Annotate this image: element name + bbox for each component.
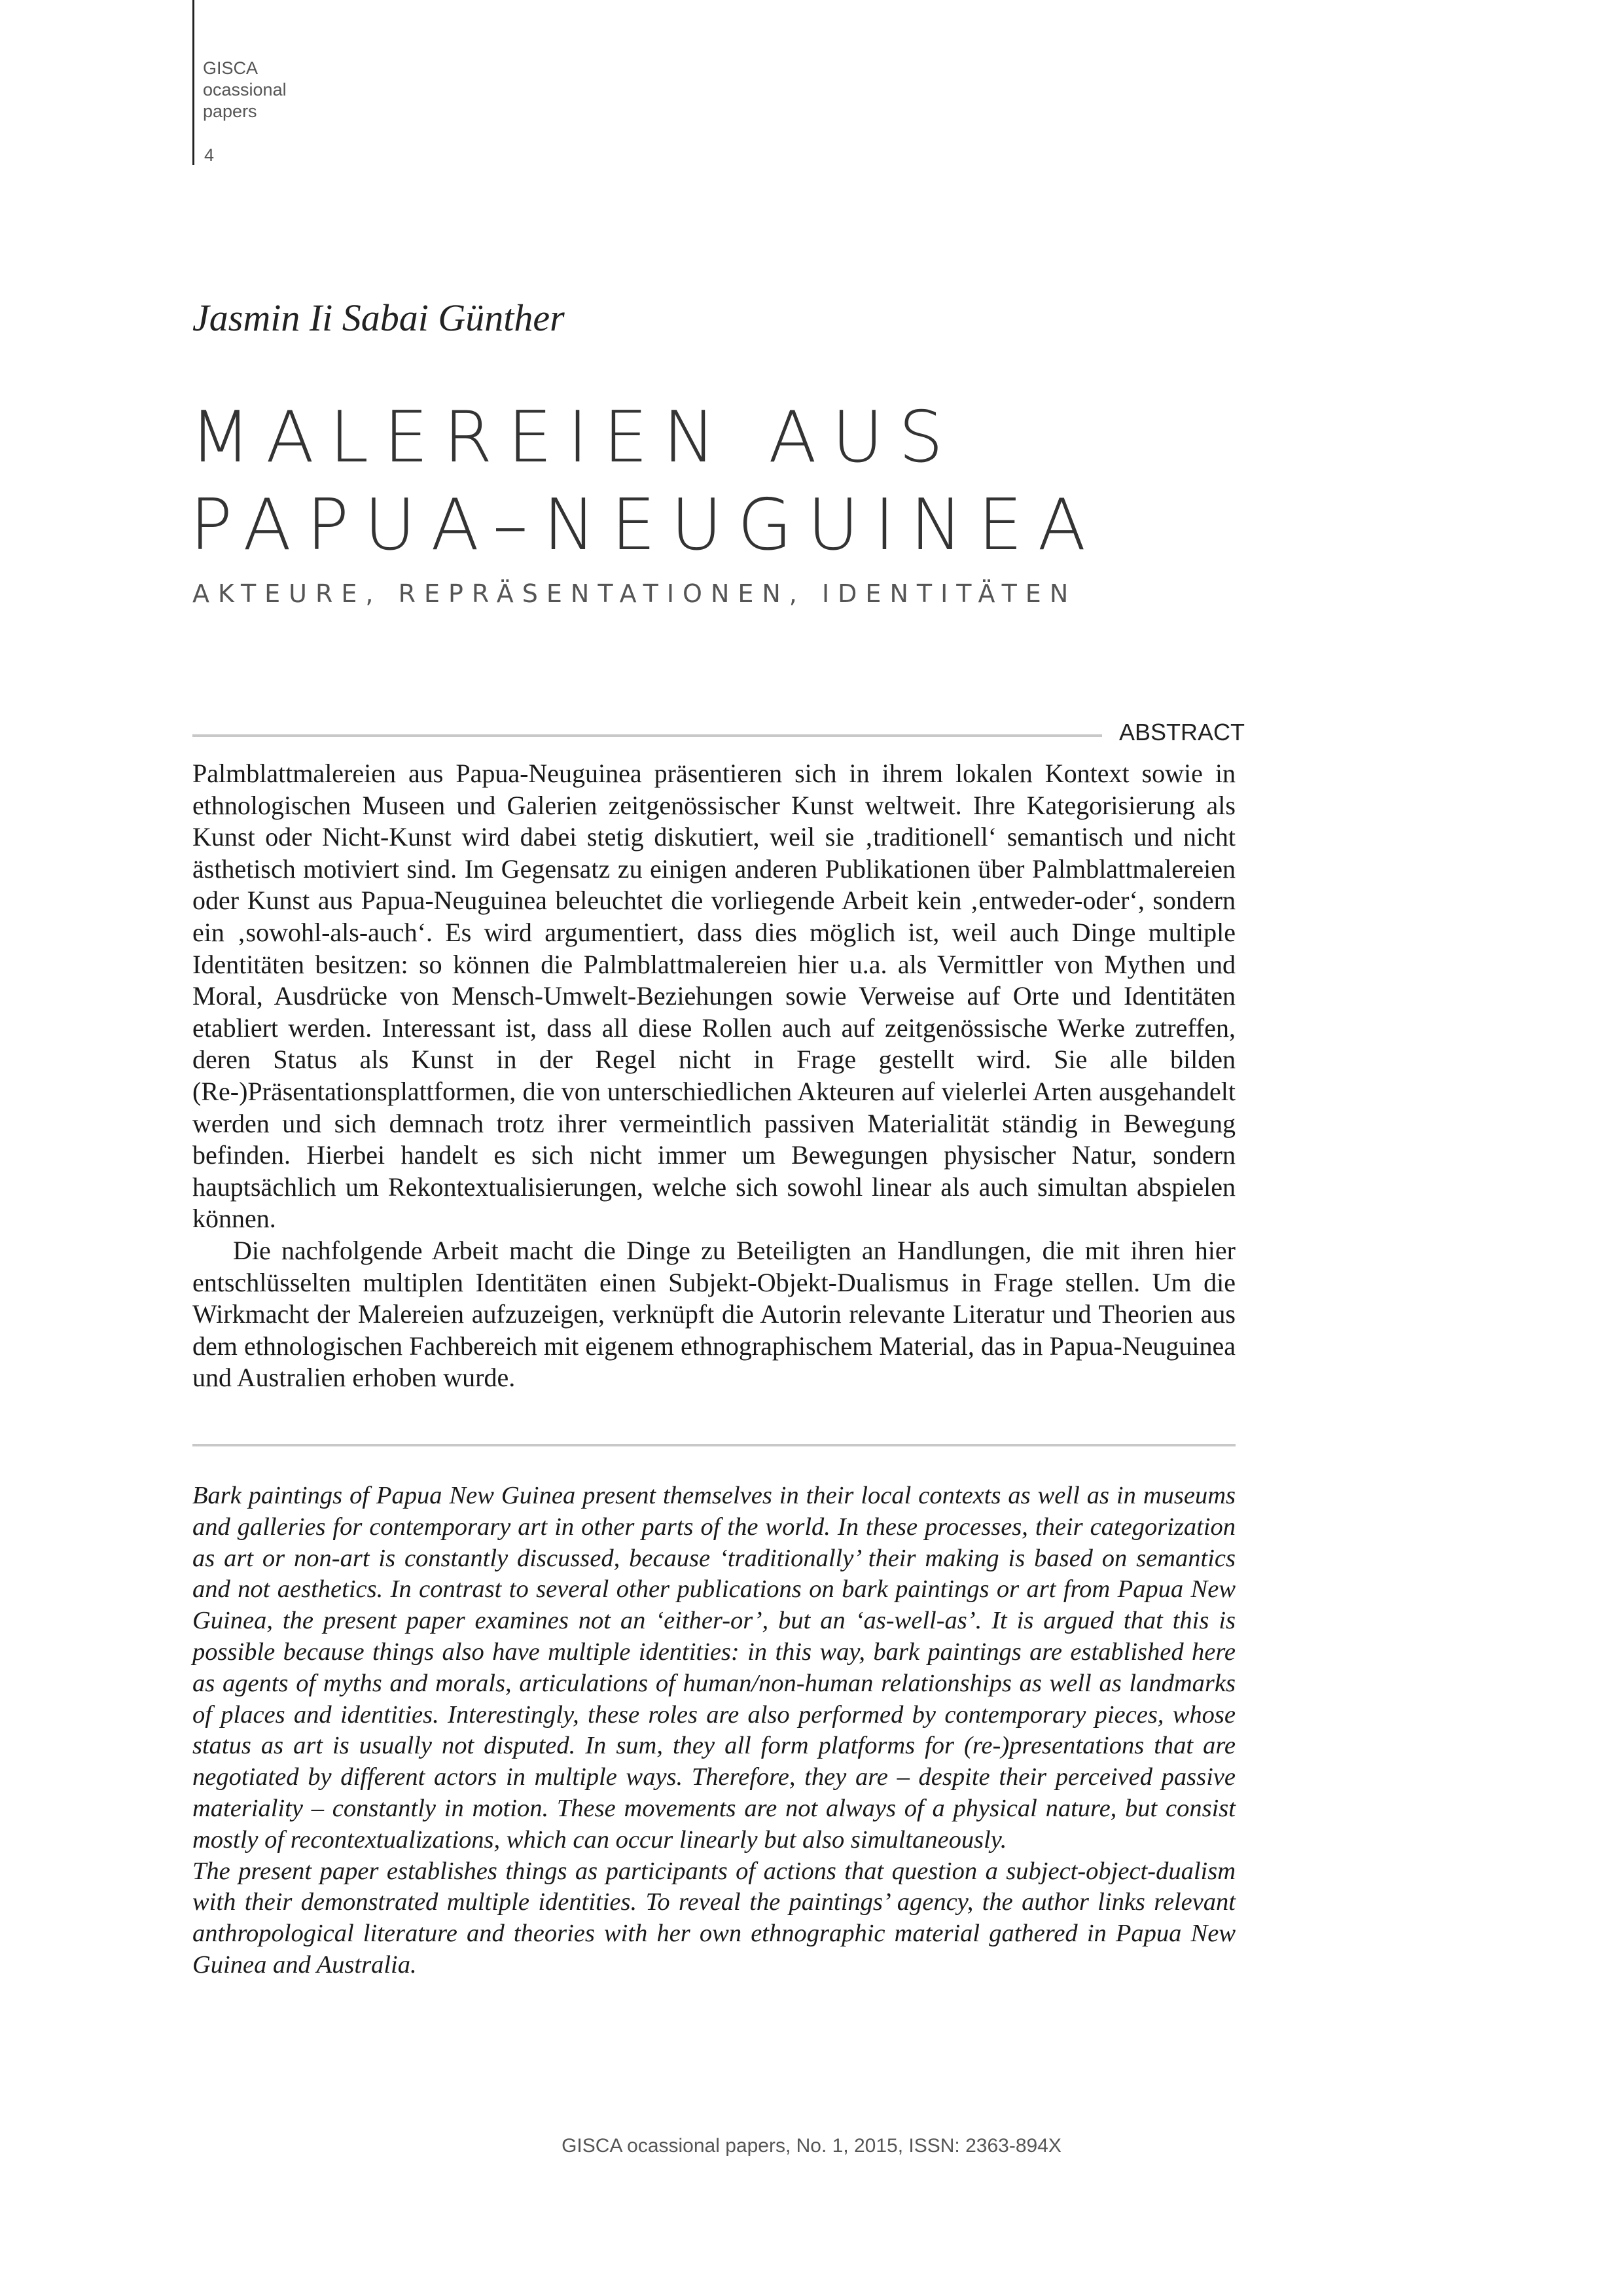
- german-abstract-paragraph-1: Palmblattmalereien aus Papua-Neuguinea präsentieren sich in ihrem lokalen Kontext sowie in ethnologischen Museen und Galerien zeitgenössischer Kunst weltweit. Ihre Kategorisierung als Kunst oder Nicht-Kunst wird dabei stetig diskutiert, weil sie ‚traditionell‘ semantisch und nicht ästhetisch motiviert sind. Im Gegensatz zu einigen anderen Publikationen über Palmblattmalereien oder Kunst aus Papua-Neuguinea beleuchtet die vorliegende Arbeit kein ‚entweder-oder‘, sondern ein ‚sowohl-als-auch‘. Es wird argumentiert, dass dies möglich ist, weil auch Dinge multiple Identitäten besitzen: so können die Palmblattmalereien hier u.a. als Vermittler von Mythen und Moral, Ausdrücke von Mensch-Umwelt-Beziehungen sowie Verweise auf Orte und Identitäten etabliert werden. Interessant ist, dass all diese Rollen auch auf zeitgenössische Werke zutreffen, deren Status als Kunst in der Regel nicht in Frage gestellt wird. Sie alle bilden (Re-)Präsentationsplattformen, die von unterschiedlichen Akteuren auf vielerlei Arten ausgehandelt werden und sich demnach trotz ihrer vermeintlich passiven Materialität ständig in Bewegung befinden. Hierbei handelt es sich nicht immer um Bewegungen physischer Natur, sondern hauptsächlich um Rekontextualisierungen, welche sich sowohl linear als auch simultan abspielen können.: [192, 759, 1236, 1234]
- series-line-3: papers: [203, 101, 257, 121]
- title-line-2: PAPUA–NEUGUINEA: [190, 484, 1101, 566]
- page-number: 4: [204, 145, 215, 165]
- author-name: Jasmin Ii Sabai Günther: [192, 296, 565, 339]
- series-line-2: ocassional: [203, 80, 287, 99]
- series-name: [203, 58, 287, 122]
- page-footer: GISCA ocassional papers, No. 1, 2015, ISSN: 2363-894X: [562, 2135, 1061, 2157]
- paper-subtitle: AKTEURE, REPRÄSENTATIONEN, IDENTITÄTEN: [192, 579, 1077, 608]
- abstract-bottom-divider: [192, 1444, 1236, 1446]
- english-abstract-paragraph-2: The present paper establishes things as participants of actions that question a subject-object-dualism with their demonstrated multiple identities. To reveal the paintings’ agency, the author links relevant anthropological literature and theories with her own ethnographic material gathered in Papua New Guinea and Australia.: [192, 1857, 1236, 1979]
- header-vertical-rule: [192, 0, 194, 165]
- paper-title: [190, 394, 1101, 569]
- english-abstract: [192, 1480, 1236, 1981]
- abstract-heading: ABSTRACT: [1119, 719, 1245, 745]
- german-abstract-paragraph-2: Die nachfolgende Arbeit macht die Dinge zu Beteiligten an Handlungen, die mit ihren hier entschlüsselten multiplen Identitäten einen Subjekt-Objekt-Dualismus in Frage stellen. Um die Wirkmacht der Malereien aufzuzeigen, verknüpft die Autorin relevante Literatur und Theorien aus dem ethnologischen Fachbereich mit eigenem ethnographischem Material, das in Papua-Neuguinea und Australien erhoben wurde.: [192, 1235, 1236, 1393]
- title-line-1: MALEREIEN AUS: [190, 397, 959, 478]
- english-abstract-paragraph-1: Bark paintings of Papua New Guinea present themselves in their local contexts as well as in museums and galleries for contemporary art in other parts of the world. In these processes, their categorization as art or non-art is constantly discussed, because ‘traditionally’ their making is based on semantics and not aesthetics. In contrast to several other publications on bark paintings or art from Papua New Guinea, the present paper examines not an ‘either-or’, but an ‘as-well-as’. It is argued that this is possible because things also have multiple identities: in this way, bark paintings are established here as agents of myths and morals, articulations of human/non-human relationships as well as landmarks of places and identities. Interestingly, these roles are also performed by contemporary pieces, whose status as art is usually not disputed. In sum, they all form platforms for (re-)presentations that are negotiated by different actors in multiple ways. Therefore, they are – despite their perceived passive materiality – constantly in motion. These movements are not always of a physical nature, but consist mostly of recontextualizations, which can occur linearly but also simultaneously.: [192, 1482, 1236, 1854]
- german-abstract: [192, 758, 1236, 1394]
- abstract-divider: [192, 734, 1102, 737]
- series-line-1: GISCA: [203, 58, 259, 78]
